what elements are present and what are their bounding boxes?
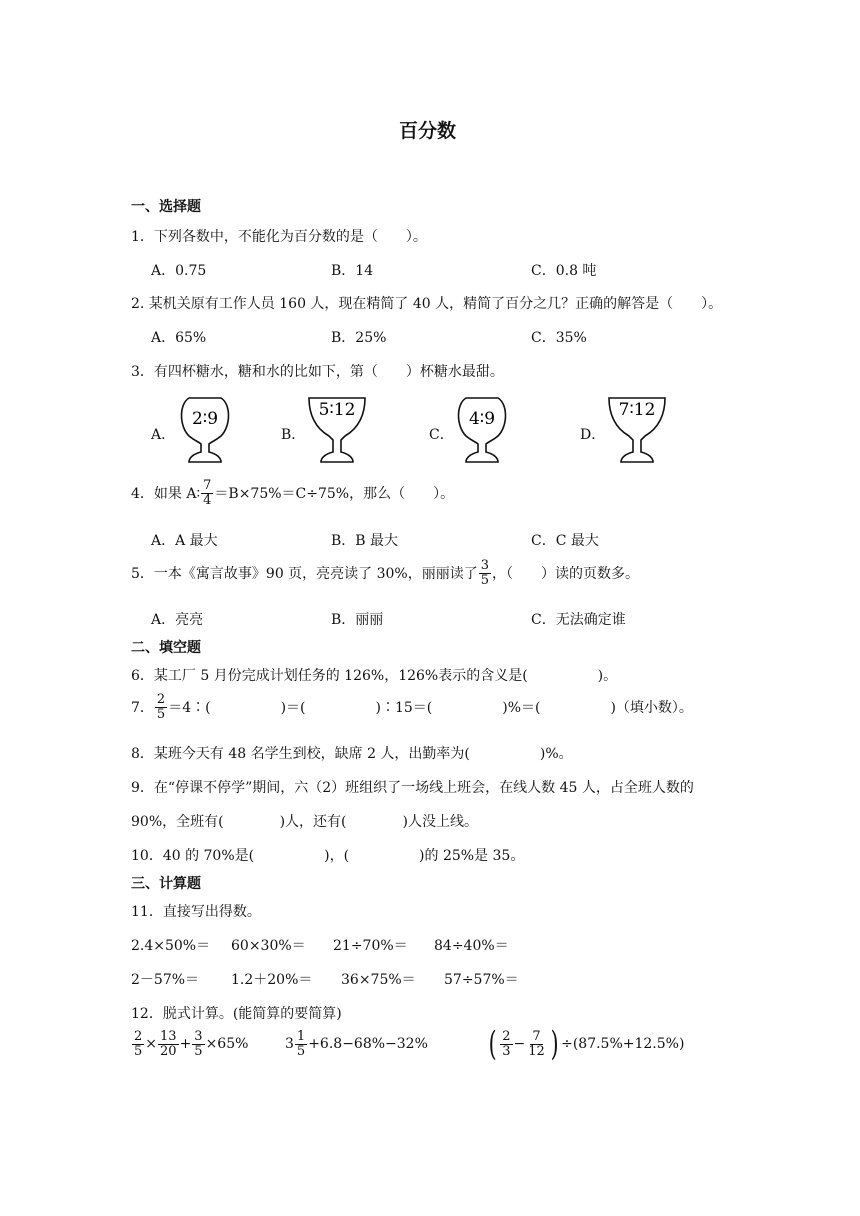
question-5-stem <box>131 559 639 587</box>
denominator: 5 <box>134 1043 143 1059</box>
cup-a-icon <box>177 396 233 464</box>
expression-2 <box>285 1030 428 1058</box>
denominator: 3 <box>502 1043 511 1059</box>
calc-item: 60×30%＝ <box>231 938 306 954</box>
question-5-option-b: B．丽丽 <box>331 612 384 628</box>
cup-b-icon <box>305 396 369 464</box>
numerator: 13 <box>160 1029 177 1044</box>
question-1-option-b: B．14 <box>331 263 374 279</box>
cup-a-ratio: 2∶9 <box>191 409 219 429</box>
section-heading-choice: 一、选择题 <box>131 199 201 215</box>
question-5-pre: 5．一本《寓言故事》90 页，亮亮读了 30%，丽丽读了 <box>131 566 478 583</box>
expression-1 <box>131 1030 248 1058</box>
numerator: 7 <box>532 1028 541 1044</box>
cup-d-ratio: 7∶12 <box>618 400 656 420</box>
question-2-option-b: B．25% <box>331 330 387 346</box>
fraction-2-5 <box>155 693 167 721</box>
question-11-stem: 11．直接写出得数。 <box>131 904 261 920</box>
operator: + <box>179 1036 192 1053</box>
calc-item: 1.2＋20%＝ <box>231 972 313 988</box>
cup-b-label: B． <box>281 427 306 443</box>
calc-item: 57÷57%＝ <box>444 972 519 988</box>
denominator: 4 <box>203 492 212 508</box>
question-6: 6．某工厂 5 月份完成计划任务的 126%，126%表示的含义是( )。 <box>131 668 618 684</box>
left-paren: ( <box>488 1024 497 1064</box>
question-1-option-a: A．0.75 <box>151 263 207 279</box>
question-7-rest: ＝4∶( )＝( )∶15＝( )%＝( )（填小数）。 <box>168 700 693 717</box>
numerator: 3 <box>194 1029 203 1044</box>
question-7 <box>131 693 693 721</box>
page-title: 百分数 <box>399 120 457 142</box>
denominator: 20 <box>160 1043 177 1059</box>
numerator: 2 <box>134 1029 143 1044</box>
question-3-stem: 3．有四杯糖水，糖和水的比如下，第（ ）杯糖水最甜。 <box>131 364 504 380</box>
whole-number: 3 <box>285 1036 294 1053</box>
question-5-post: ，（ ）读的页数多。 <box>492 566 640 583</box>
cup-c-label: C． <box>429 427 454 443</box>
denominator: 5 <box>296 1043 306 1059</box>
denominator: 12 <box>528 1043 545 1059</box>
question-5-option-a: A．亮亮 <box>151 612 204 628</box>
question-12-stem: 12．脱式计算。(能简算的要简算) <box>131 1006 342 1022</box>
fraction <box>158 1030 179 1058</box>
fraction <box>526 1030 547 1058</box>
numerator: 3 <box>480 558 490 573</box>
expression-tail: ÷(87.5%+12.5%) <box>561 1036 685 1052</box>
calc-item: 2－57%＝ <box>131 972 200 988</box>
question-9-line-1: 9．在“停课不停学”期间，六（2）班组织了一场线上班会，在线人数 45 人，占全班人数的 <box>131 780 694 796</box>
question-4-stem <box>131 479 454 507</box>
fraction <box>295 1030 307 1058</box>
calc-item: 84÷40%＝ <box>434 938 509 954</box>
section-heading-fill: 二、填空题 <box>131 640 201 656</box>
denominator: 5 <box>194 1043 203 1059</box>
fraction-3-5 <box>479 559 491 587</box>
denominator: 5 <box>480 572 490 588</box>
question-8: 8．某班今天有 48 名学生到校，缺席 2 人，出勤率为( )%。 <box>131 746 573 762</box>
question-9-line-2: 90%，全班有( )人，还有( )人没上线。 <box>131 814 478 830</box>
operator: × <box>145 1036 158 1053</box>
numerator: 2 <box>156 692 166 707</box>
fraction-7-4 <box>201 479 213 507</box>
expression-tail: ×65% <box>205 1036 249 1053</box>
cup-c-icon <box>454 396 510 464</box>
question-4-pre: 4．如果 A∶ <box>131 486 201 503</box>
question-1-stem: 1．下列各数中，不能化为百分数的是（ ）。 <box>131 229 427 245</box>
question-4-option-c: C．C 最大 <box>531 533 599 549</box>
question-4-option-b: B．B 最大 <box>331 533 399 549</box>
cup-d-icon <box>605 396 669 464</box>
question-4-post: ＝B×75%＝C÷75%，那么（ ）。 <box>214 486 455 503</box>
calc-item: 21÷70%＝ <box>333 938 408 954</box>
section-heading-calc: 三、计算题 <box>131 876 201 892</box>
cup-d-label: D． <box>580 427 606 443</box>
question-2-stem: 2. 某机关原有工作人员 160 人，现在精简了 40 人，精简了百分之几？正确的解答是（ ）。 <box>131 296 723 312</box>
right-paren: ) <box>550 1024 559 1064</box>
question-2-option-a: A．65% <box>151 330 207 346</box>
denominator: 5 <box>156 706 166 722</box>
question-10: 10．40 的 70%是( )，( )的 25%是 35。 <box>131 848 525 864</box>
cup-a-label: A． <box>151 427 176 443</box>
numerator: 2 <box>502 1028 511 1044</box>
fraction <box>192 1030 204 1058</box>
question-4-option-a: A．A 最大 <box>151 533 218 549</box>
question-7-label: 7． <box>131 700 154 717</box>
cup-b-ratio: 5∶12 <box>318 400 356 420</box>
expression-3 <box>486 1024 685 1064</box>
fraction <box>500 1030 512 1058</box>
question-1-option-c: C．0.8 吨 <box>531 263 597 279</box>
question-2-option-c: C．35% <box>531 330 587 346</box>
operator: − <box>513 1036 526 1052</box>
calc-item: 36×75%＝ <box>341 972 416 988</box>
calc-item: 2.4×50%＝ <box>131 938 211 954</box>
numerator: 1 <box>296 1029 306 1044</box>
cup-c-ratio: 4∶9 <box>468 409 496 429</box>
fraction <box>132 1030 144 1058</box>
question-5-option-c: C．无法确定谁 <box>531 612 626 628</box>
expression-tail: +6.8−68%−32% <box>308 1036 428 1053</box>
numerator: 7 <box>203 478 212 493</box>
